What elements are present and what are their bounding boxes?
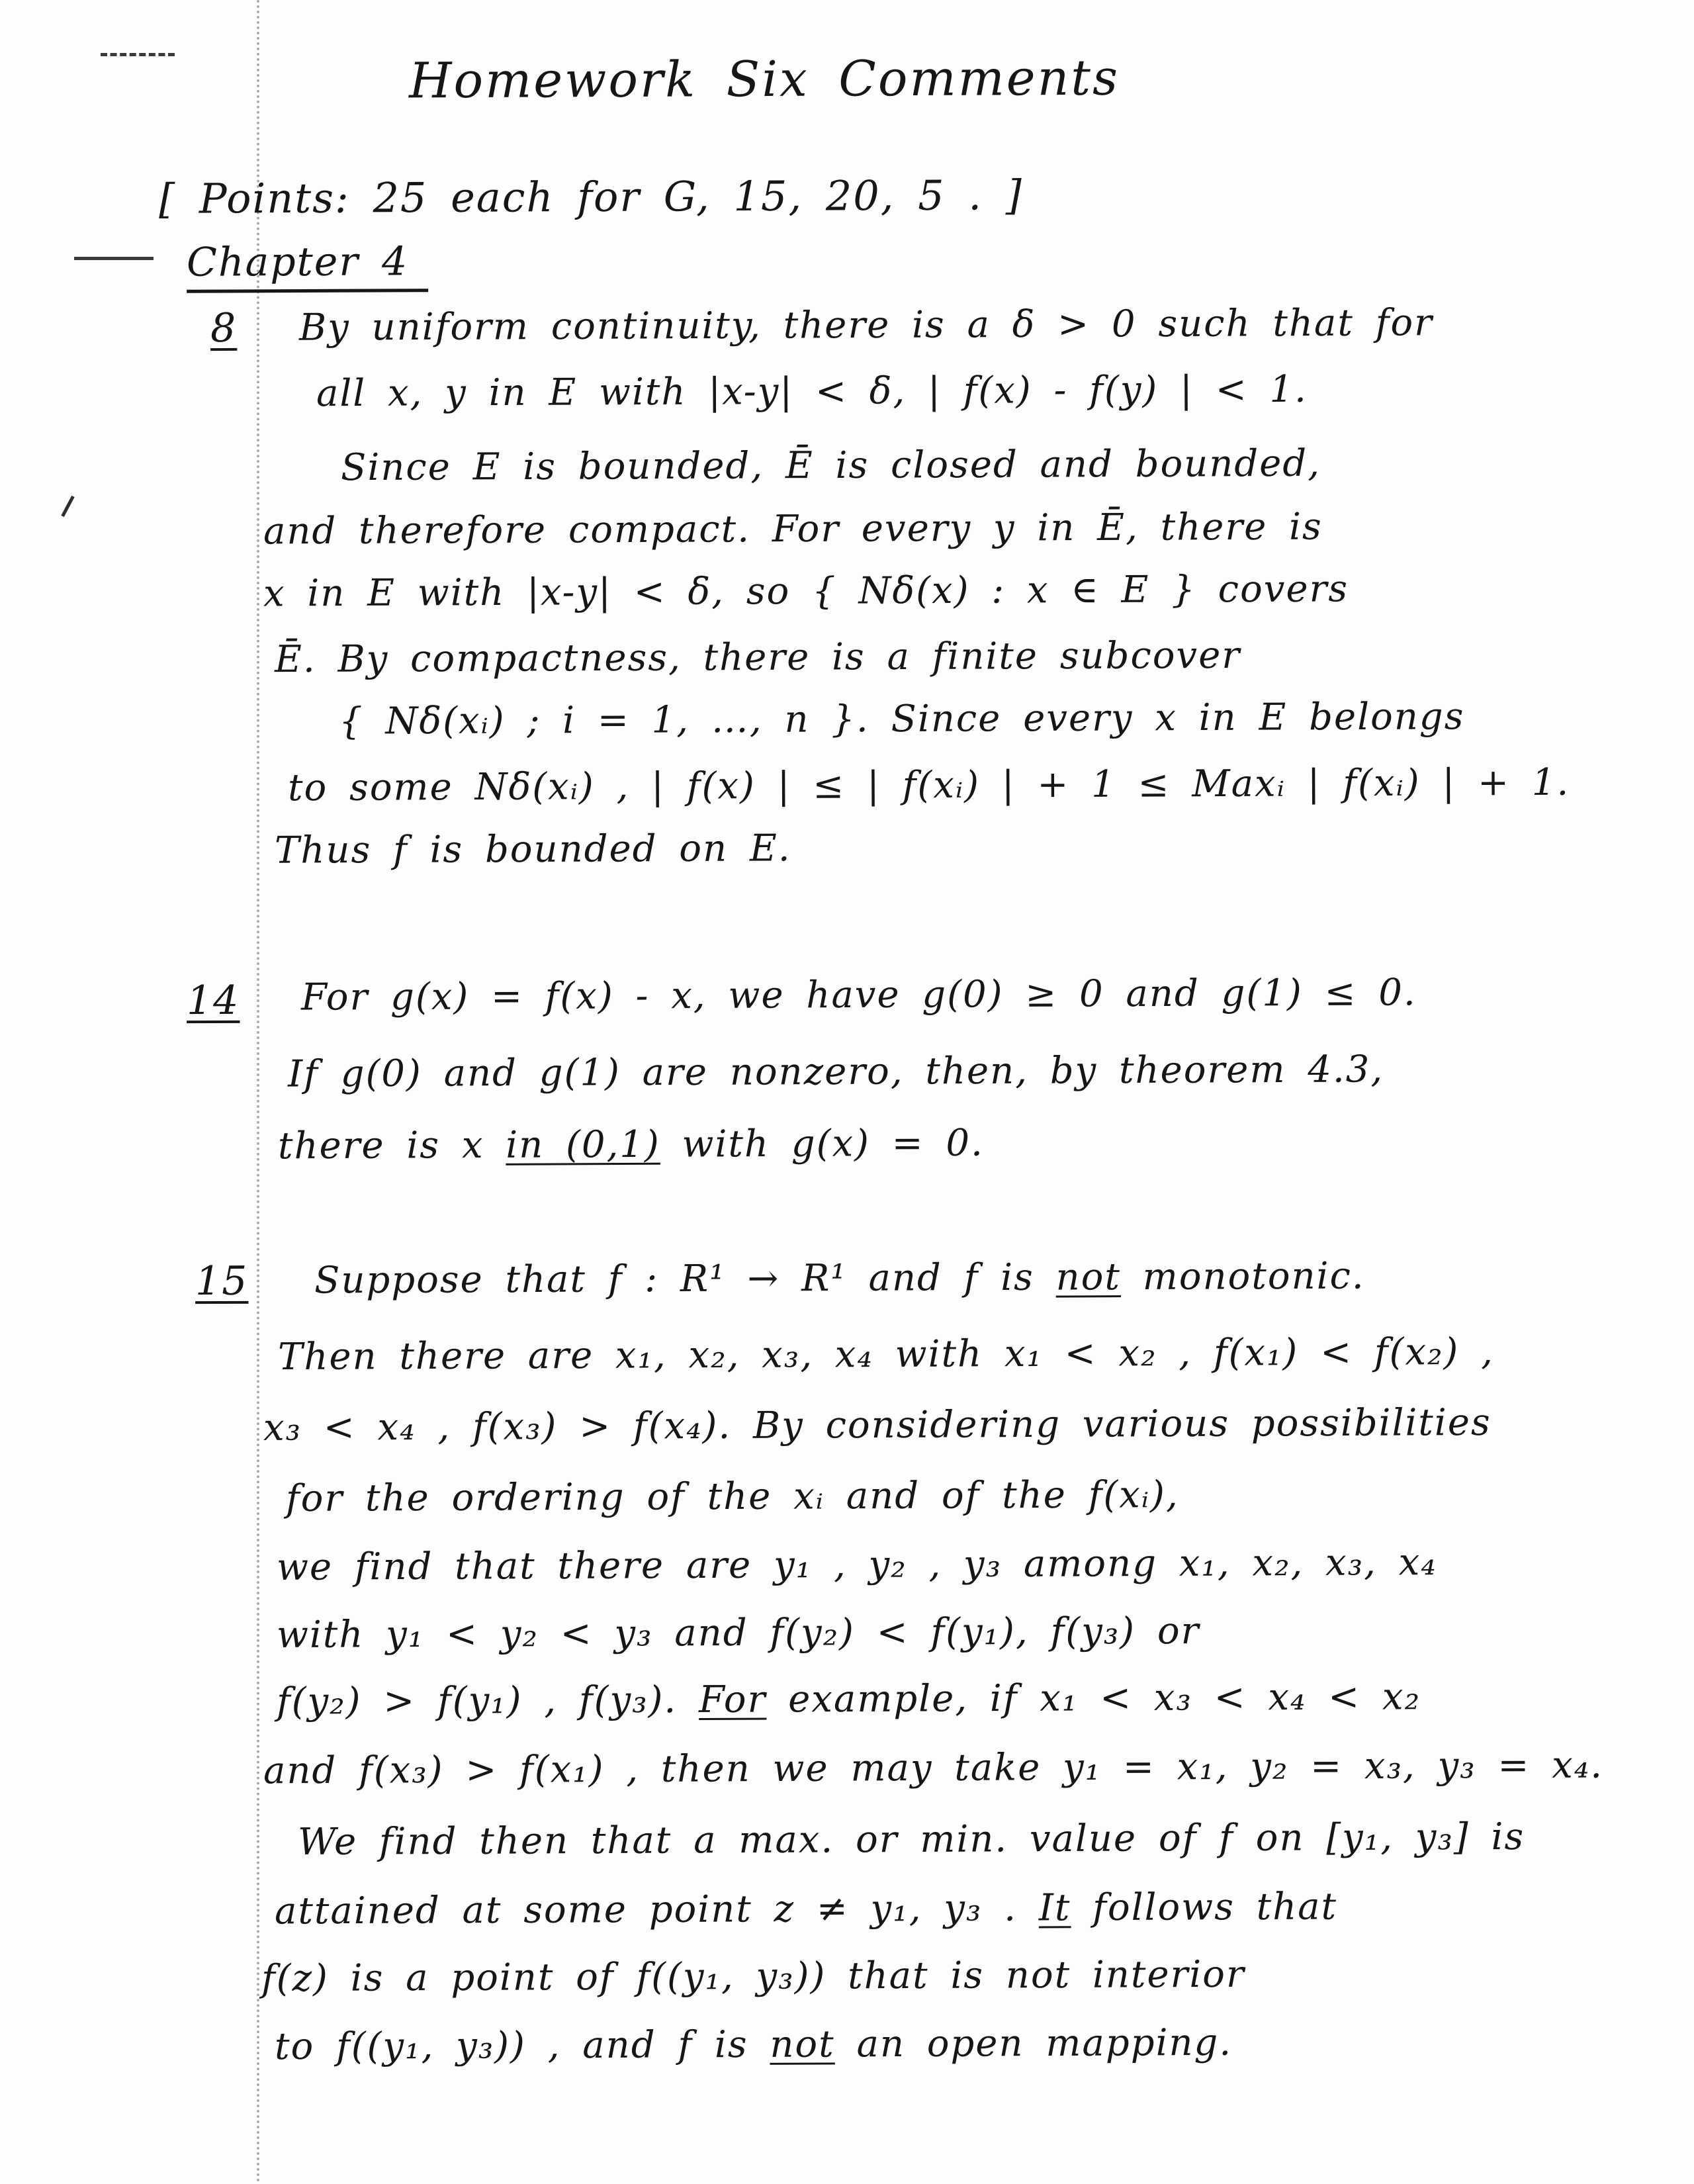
problem-8-line-1: By uniform continuity, there is a δ > 0 such that for [298, 301, 1434, 349]
page-title: Homework Six Comments [408, 49, 1120, 110]
problem-8-number: 8 [210, 304, 238, 352]
problem-8-line-2: all x, y in E with |x-y| < δ, | f(x) - f(y) | < 1. [316, 367, 1308, 416]
problem-15-line-1-part-1: Suppose that f : R¹ → R¹ and f is [314, 1255, 1056, 1302]
problem-8-line-9: Thus f is bounded on E. [274, 827, 791, 872]
problem-15-line-3: x₃ < x₄ , f(x₃) > f(x₄). By considering various possibilities [263, 1400, 1492, 1450]
problem-15-line-11: f(z) is a point of f((y₁, y₃)) that is not interior [261, 1952, 1245, 2001]
problem-15-line-1-underlined: not [1055, 1255, 1122, 1299]
problem-15-line-6: with y₁ < y₂ < y₃ and f(y₂) < f(y₁), f(y₃) or [276, 1609, 1200, 1657]
problem-15-line-7 [277, 1676, 1421, 1723]
chapter-heading: Chapter 4 [187, 239, 429, 293]
problem-15-line-4: for the ordering of the xᵢ and of the f(xᵢ), [285, 1473, 1179, 1520]
problem-15-line-5: we find that there are y₁ , y₂ , y₃ among x₁, x₂, x₃, x₄ [276, 1541, 1437, 1589]
problem-8-line-4: and therefore compact. For every y in Ē, there is [263, 505, 1323, 553]
problem-8-line-3: Since E is bounded, Ē is closed and bounded, [340, 441, 1321, 490]
problem-15-line-12-underlined: not [770, 2023, 835, 2066]
problem-14-line-3-part-3: with g(x) = 0. [660, 1121, 985, 1166]
problem-15-line-10 [275, 1886, 1337, 1933]
problem-14-line-2: If g(0) and g(1) are nonzero, then, by theorem 4.3, [287, 1048, 1384, 1096]
problem-15-line-7-part-1: f(y₂) > f(y₁) , f(y₃). [276, 1678, 699, 1723]
problem-15-line-8: and f(x₃) > f(x₁) , then we may take y₁ = x₁, y₂ = x₃, y₃ = x₄. [263, 1743, 1604, 1793]
problem-15-line-12-part-3: an open mapping. [834, 2021, 1233, 2066]
scan-artifact-dash-points [74, 257, 154, 260]
notebook-margin-line [257, 0, 259, 2184]
problem-15-line-7-part-3: example, if x₁ < x₃ < x₄ < x₂ [766, 1675, 1421, 1721]
problem-15-line-7-underlined: For [698, 1678, 767, 1721]
points-line: [ Points: 25 each for G, 15, 20, 5 . ] [158, 171, 1024, 223]
problem-8-line-8: to some Nδ(xᵢ) , | f(x) | ≤ | f(xᵢ) | + 1 ≤ Maxᵢ | f(xᵢ) | + 1. [287, 760, 1570, 810]
problem-14-number: 14 [186, 977, 240, 1024]
problem-15-line-10-part-1: attained at some point z ≠ y₁, y₃ . [274, 1886, 1039, 1933]
problem-15-line-12 [275, 2022, 1232, 2069]
scan-artifact-tick [61, 496, 74, 517]
problem-15-line-10-underlined: It [1038, 1886, 1071, 1930]
problem-14-line-1: For g(x) = f(x) - x, we have g(0) ≥ 0 and g(1) ≤ 0. [300, 971, 1417, 1019]
problem-14-line-3-underlined: in (0,1) [506, 1122, 660, 1167]
problem-15-line-1-part-3: monotonic. [1120, 1254, 1365, 1299]
problem-15-number: 15 [195, 1257, 249, 1305]
problem-14-line-3-part-1: there is x [277, 1123, 506, 1168]
problem-8-line-5: x in E with |x-y| < δ, so { Nδ(x) : x ∈ E } covers [263, 567, 1349, 615]
problem-15-line-12-part-1: to f((y₁, y₃)) , and f is [274, 2023, 770, 2069]
problem-8-line-7: { Nδ(xᵢ) ; i = 1, …, n }. Since every x in E belongs [338, 695, 1465, 743]
problem-15-line-9: We find then that a max. or min. value of f on [y₁, y₃] is [297, 1815, 1525, 1864]
problem-8-line-6: Ē. By compactness, there is a finite subcover [274, 633, 1241, 682]
scan-artifact-dash-top [101, 53, 175, 56]
problem-14-line-3 [278, 1122, 984, 1168]
problem-15-line-2: Then there are x₁, x₂, x₃, x₄ with x₁ < x₂ , f(x₁) < f(x₂) , [277, 1330, 1495, 1379]
problem-15-line-10-part-3: follows that [1071, 1885, 1338, 1930]
problem-15-line-1 [314, 1255, 1365, 1302]
